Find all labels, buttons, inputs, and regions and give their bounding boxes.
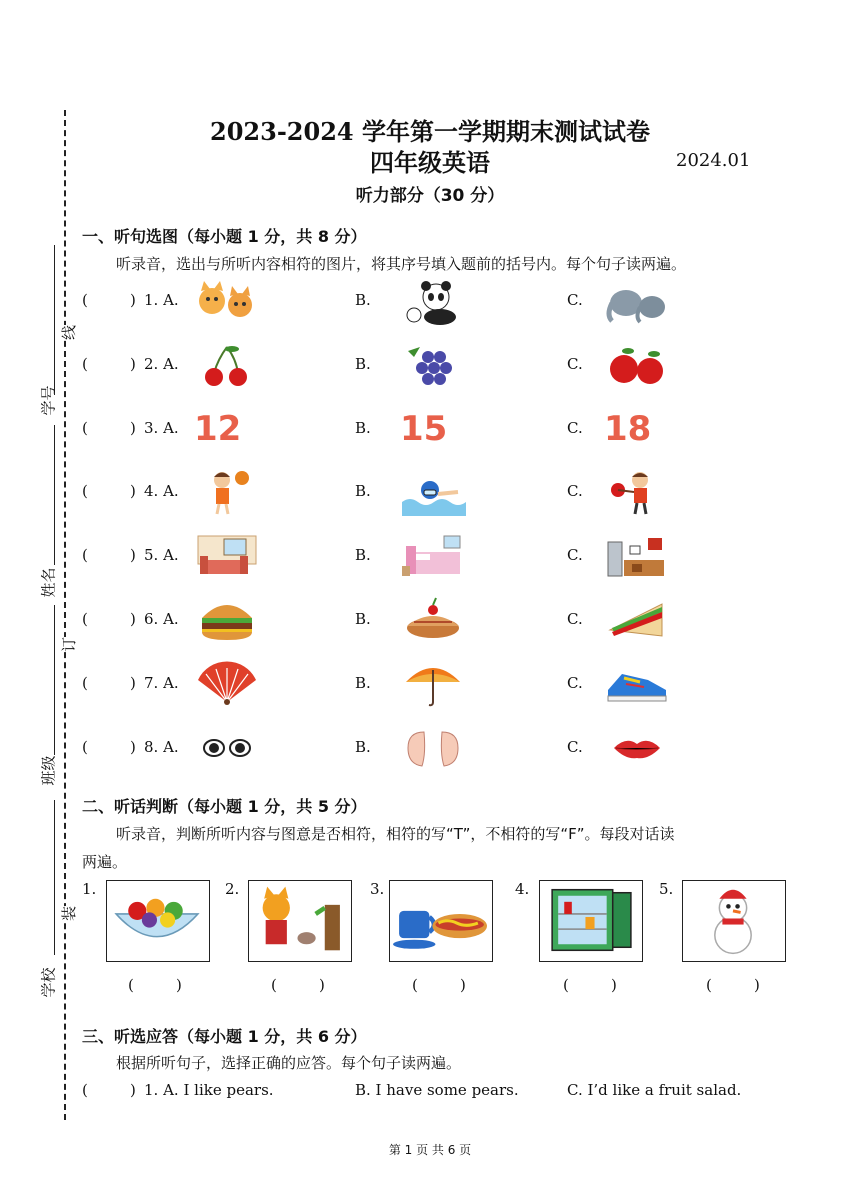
- ding-mark: 订: [60, 636, 79, 653]
- answer-paren-open: (: [82, 610, 88, 628]
- option-b-label: B.: [355, 674, 371, 692]
- answer-paren-open: (: [82, 674, 88, 692]
- answer-paren-close: ): [319, 976, 325, 994]
- number-12-icon: 12: [194, 409, 242, 449]
- snowman-icon: [682, 880, 786, 962]
- question-number: 6. A.: [144, 610, 179, 628]
- answer-paren-close: ): [130, 291, 136, 309]
- option-b-label: B.: [355, 482, 371, 500]
- bedroom-icon: [400, 532, 466, 580]
- sneakers-icon: [604, 660, 670, 708]
- option-c-label: C.: [567, 546, 583, 564]
- exam-date: 2024.01: [676, 150, 751, 171]
- section3-heading: 三、听选应答（每小题 1 分，共 6 分）: [82, 1027, 367, 1046]
- panda-icon: [400, 277, 466, 325]
- basketball-boy-icon: [194, 468, 260, 516]
- xuexiao-underline: [54, 800, 55, 955]
- answer-paren-open: (: [128, 976, 134, 994]
- answer-paren-close: ): [611, 976, 617, 994]
- grapes-icon: [400, 341, 466, 389]
- number-15-icon: 15: [400, 409, 448, 449]
- eyes-icon: [194, 724, 260, 772]
- zhuang-mark: 装: [60, 905, 79, 922]
- number-18-icon: 18: [604, 409, 652, 449]
- answer-paren-close: ): [130, 610, 136, 628]
- section2-instruction-line2: 两遍。: [82, 853, 128, 871]
- part-heading: 听力部分（30 分）: [355, 186, 505, 206]
- option-b-label: B.: [355, 355, 371, 373]
- xuexiao-label: 学校: [39, 967, 58, 998]
- living-room-icon: [194, 532, 260, 580]
- answer-paren-open: (: [82, 482, 88, 500]
- section3-q1-closing-paren: ): [130, 1081, 136, 1099]
- fan-icon: [194, 660, 260, 708]
- answer-paren-close: ): [176, 976, 182, 994]
- swimming-icon: [400, 468, 466, 516]
- ears-icon: [400, 724, 466, 772]
- umbrella-icon: [400, 660, 466, 708]
- question-number: 3. A.: [144, 419, 179, 437]
- section2-heading: 二、听话判断（每小题 1 分，共 5 分）: [82, 797, 367, 816]
- question-number: 7. A.: [144, 674, 179, 692]
- answer-paren-close: ): [130, 482, 136, 500]
- answer-paren-close: ): [130, 546, 136, 564]
- answer-paren-close: ): [130, 355, 136, 373]
- picture-number: 5.: [659, 880, 674, 898]
- answer-paren-open: (: [82, 738, 88, 756]
- two-cats-icon: [194, 277, 260, 325]
- cat-and-mouse-icon: [248, 880, 352, 962]
- elephants-icon: [604, 277, 670, 325]
- page-footer: 第 1 页 共 6 页: [388, 1143, 472, 1157]
- answer-paren-open: (: [563, 976, 569, 994]
- section3-instruction: 根据所听句子，选择正确的应答。每个句子读两遍。: [116, 1054, 462, 1072]
- section3-q1-option-b: B. I have some pears.: [355, 1081, 519, 1099]
- answer-paren-open: (: [412, 976, 418, 994]
- question-number: 8. A.: [144, 738, 179, 756]
- salad-bowl-icon: [106, 880, 210, 962]
- picture-number: 4.: [515, 880, 530, 898]
- binding-dashed-line: [64, 110, 66, 1120]
- apples-icon: [604, 341, 670, 389]
- option-b-label: B.: [355, 738, 371, 756]
- exam-subtitle: 四年级英语: [370, 148, 490, 177]
- section1-instruction: 听录音，选出与所听内容相符的图片，将其序号填入题前的括号内。每个句子读两遍。: [116, 255, 687, 273]
- answer-paren-close: ): [754, 976, 760, 994]
- lips-icon: [604, 724, 670, 772]
- option-b-label: B.: [355, 419, 371, 437]
- picture-number: 3.: [370, 880, 385, 898]
- answer-paren-close: ): [130, 419, 136, 437]
- option-c-label: C.: [567, 355, 583, 373]
- pie-icon: [400, 596, 466, 644]
- xingming-label: 姓名: [39, 567, 58, 598]
- answer-paren-open: (: [82, 419, 88, 437]
- section3-q1-paren-open: (: [82, 1081, 88, 1099]
- sandwich-icon: [604, 596, 670, 644]
- question-number: 2. A.: [144, 355, 179, 373]
- xingming-underline: [54, 425, 55, 565]
- question-number: 5. A.: [144, 546, 179, 564]
- answer-paren-close: ): [130, 674, 136, 692]
- fridge-icon: [539, 880, 643, 962]
- section3-q1-option-a: 1. A. I like pears.: [144, 1081, 274, 1099]
- answer-paren-open: (: [82, 291, 88, 309]
- hamburger-icon: [194, 596, 260, 644]
- option-c-label: C.: [567, 738, 583, 756]
- kitchen-icon: [604, 532, 670, 580]
- answer-paren-close: ): [130, 738, 136, 756]
- ping-pong-boy-icon: [604, 468, 670, 516]
- answer-paren-open: (: [82, 546, 88, 564]
- option-c-label: C.: [567, 419, 583, 437]
- answer-paren-open: (: [706, 976, 712, 994]
- cup-and-hotdog-icon: [389, 880, 493, 962]
- answer-paren-open: (: [82, 355, 88, 373]
- option-b-label: B.: [355, 291, 371, 309]
- answer-paren-open: (: [271, 976, 277, 994]
- question-number: 1. A.: [144, 291, 179, 309]
- option-b-label: B.: [355, 546, 371, 564]
- cherries-icon: [194, 341, 260, 389]
- section1-heading: 一、听句选图（每小题 1 分，共 8 分）: [82, 227, 367, 246]
- option-b-label: B.: [355, 610, 371, 628]
- option-c-label: C.: [567, 610, 583, 628]
- option-c-label: C.: [567, 291, 583, 309]
- answer-paren-close: ): [460, 976, 466, 994]
- banji-underline: [54, 605, 55, 755]
- xian-mark: 线: [60, 324, 79, 341]
- option-c-label: C.: [567, 674, 583, 692]
- option-c-label: C.: [567, 482, 583, 500]
- banji-label: 班级: [39, 755, 58, 786]
- xuehao-underline: [54, 245, 55, 395]
- section2-instruction-line1: 听录音，判断所听内容与图意是否相符，相符的写“T”，不相符的写“F”。每段对话读: [116, 825, 675, 843]
- section3-q1-option-c: C. I’d like a fruit salad.: [567, 1081, 742, 1099]
- picture-number: 2.: [225, 880, 240, 898]
- exam-title: 2023-2024 学年第一学期期末测试试卷: [210, 117, 650, 146]
- picture-number: 1.: [82, 880, 97, 898]
- question-number: 4. A.: [144, 482, 179, 500]
- xuehao-label: 学号: [39, 385, 58, 416]
